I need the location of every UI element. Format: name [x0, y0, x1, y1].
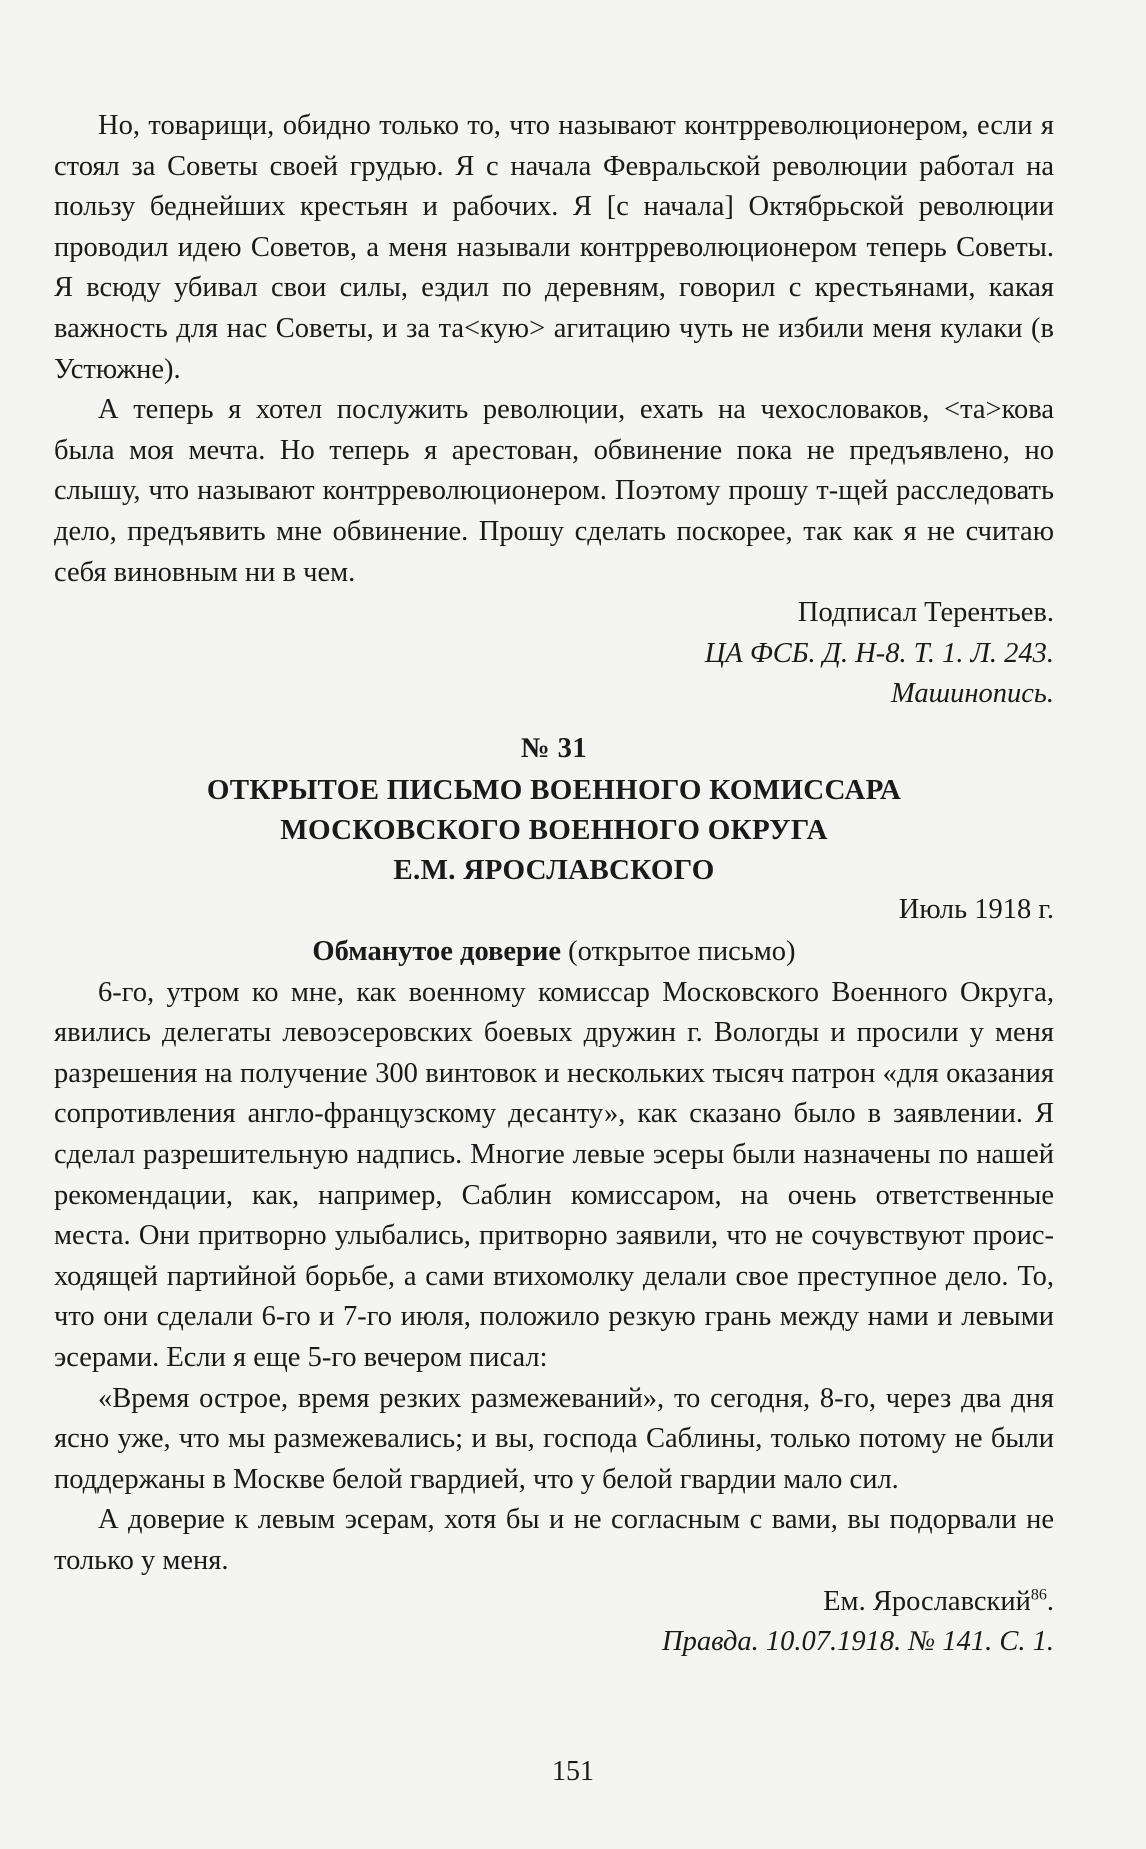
signature-terentyev: Подписал Терентьев.: [797, 597, 1054, 629]
footnote-marker: 86: [1030, 1586, 1047, 1604]
document-page: [54, 106, 1054, 1663]
paragraph-2: А теперь я хотел послужить революции, ехать на чехословаков, <та>кова была моя мечта. Но теперь я арестован, обвинение пока не предъявлено, но слышу, что называют контрреволюционером. Поэтому прошу т-щей расследовать дело, предъявить мне обвинение. Прошу сделать поскорее, так как я не считаю себя виновным ни в чем.: [54, 394, 1054, 588]
document-title-line-2: МОСКОВСКОГО ВОЕННОГО ОКРУГА: [280, 813, 828, 846]
archive-source-note: Машинопись.: [891, 678, 1054, 710]
letter-paragraph-1: 6-го, утром ко мне, как военному комиссар Московского Военного Округа, явились делегаты левоэсеровских боевых дружин г. Вологды и просили у меня разрешения на получение 300 винтовок и нескольких тысяч патрон «для оказания сопротивления англо-французскому десанту», как сказано было в заявлении. Я сделал разрешительную надпись. Многие левые эсеры были назначены по нашей рекомендации, как, например, Саблин комиссаром, на очень ответственные места. Они притворно улыбались, притворно заявили, что не сочувствуют происходящей партийной борьбе, а сами втихомолку делали свое преступное дело. То, что они сделали 6-го и 7-го июля, положило резкую грань между нами и левыми эсерами. Если я еще 5-го вечером писал:: [54, 976, 1054, 1374]
letter-paragraph-2: «Время острое, время резких размежеваний», то сегодня, 8-го, через два дня ясно уже, что мы размежевались; и вы, господа Саблины, только потому не были поддержаны в Москве белой гвардией, что у белой гвардии мало сил.: [54, 1382, 1054, 1495]
page-number: 151: [552, 1756, 594, 1787]
signature-yaroslavsky-end: .: [1046, 1585, 1054, 1617]
letter-heading: [54, 932, 1054, 973]
letter-paragraph-3: А доверие к левым эсерам, хотя бы и не согласным с вами, вы подорвали не только у меня.: [54, 1504, 1054, 1576]
document-title-line-1: ОТКРЫТОЕ ПИСЬМО ВОЕННОГО КОМИССАРА: [206, 773, 902, 806]
document-date: Июль 1918 г.: [898, 893, 1054, 925]
signature-yaroslavsky: [54, 1582, 1054, 1623]
letter-heading-bold: Обманутое доверие: [312, 936, 561, 968]
archive-source: ЦА ФСБ. Д. Н-8. Т. 1. Л. 243.: [704, 637, 1054, 669]
newspaper-source: Правда. 10.07.1918. № 141. С. 1.: [662, 1626, 1054, 1658]
document-title-line-3: Е.М. ЯРОСЛАВСКОГО: [393, 853, 715, 886]
signature-yaroslavsky-name: Ем. Ярославский: [823, 1585, 1031, 1617]
document-number: № 31: [520, 732, 588, 764]
letter-heading-rest: (открытое письмо): [560, 936, 796, 968]
paragraph-1: Но, товарищи, обидно только то, что называют контрреволюционером, если я стоял за Советы своей грудью. Я с начала Февральской революции работал на пользу беднейших крестьян и рабочих. Я [с начала] Октябрьской революции проводил идею Советов, а меня называли контрреволюционером теперь Советы. Я всюду убивал свои силы, ездил по деревням, говорил с крестьянами, какая важность для нас Советы, и за та<кую> агитацию чуть не избили меня кулаки (в Устюжне).: [54, 110, 1054, 385]
